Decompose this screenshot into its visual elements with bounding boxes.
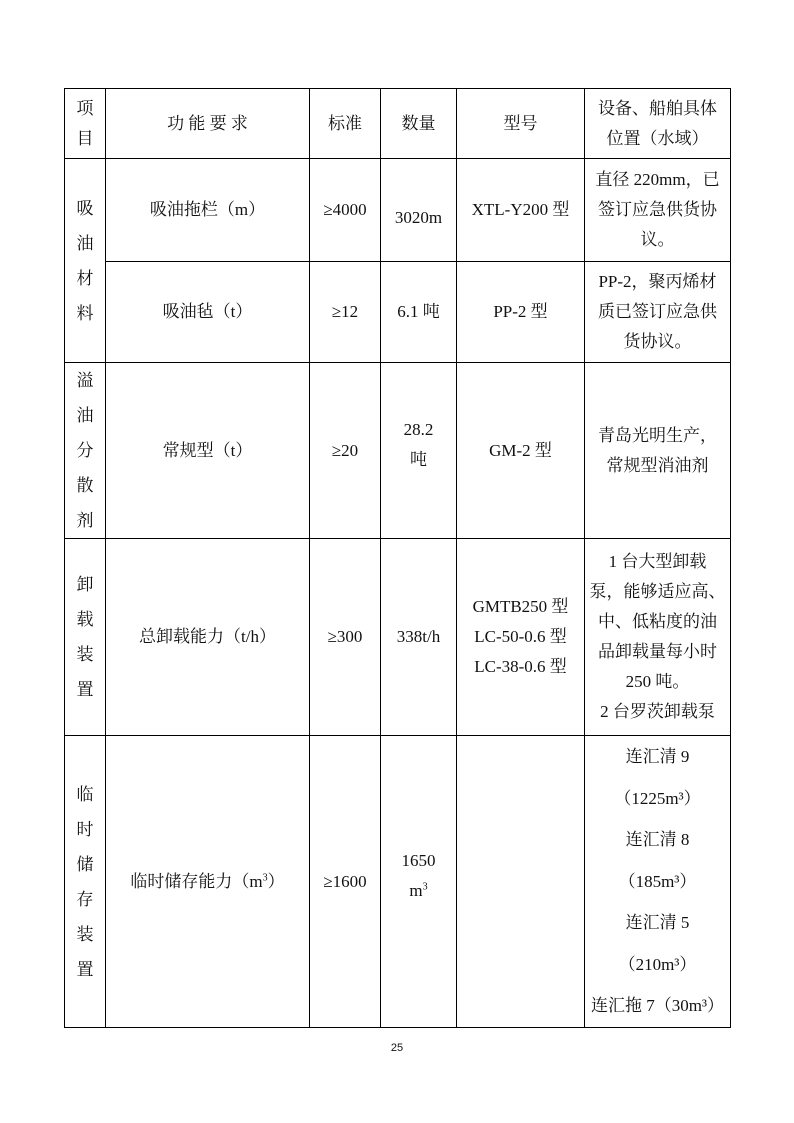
function-cell: 总卸载能力（t/h）	[106, 539, 310, 736]
function-cell: 临时储存能力$(m^3)$	[106, 736, 310, 1028]
standard-cell: ≥4000	[310, 159, 381, 262]
quantity-cell: 6.1 吨	[381, 262, 457, 363]
model-cell	[457, 736, 585, 1028]
standard-cell: ≥12	[310, 262, 381, 363]
header-function: 功 能 要 求	[106, 89, 310, 159]
location-cell: 直径 220mm，已 签订应急供货协 议。	[585, 159, 731, 262]
model-cell: XTL-Y200 型	[457, 159, 585, 262]
table-row	[65, 363, 731, 539]
location-cell: 连汇清 9 （1225m³） 连汇清 8 （185m³） 连汇清 5 （210m³） 连汇拖 7（30m³）	[585, 736, 731, 1028]
equipment-table	[64, 88, 731, 1028]
header-row	[65, 89, 731, 159]
standard-cell: ≥1600	[310, 736, 381, 1028]
table-row	[65, 539, 731, 736]
quantity-cell: 338t/h	[381, 539, 457, 736]
header-model: 型号	[457, 89, 585, 159]
category-unloading: 卸 载 装 置	[65, 539, 106, 736]
page-number: 25	[390, 1042, 404, 1054]
header-item: 项 目	[65, 89, 106, 159]
quantity-cell: 3020m	[381, 159, 457, 262]
category-absorbent: 吸 油 材 料	[65, 159, 106, 363]
header-location: 设备、船舶具体 位置（水域）	[585, 89, 731, 159]
category-dispersant: 溢 油 分 散 剂	[65, 363, 106, 539]
function-cell: 吸油毡（t）	[106, 262, 310, 363]
table-row	[65, 736, 731, 1028]
header-standard: 标准	[310, 89, 381, 159]
header-quantity: 数量	[381, 89, 457, 159]
model-cell: GMTB250 型 LC-50-0.6 型 LC-38-0.6 型	[457, 539, 585, 736]
standard-cell: ≥20	[310, 363, 381, 539]
table-row	[65, 262, 731, 363]
location-cell: 1 台大型卸载 泵，能够适应高、 中、低粘度的油 品卸载量每小时 250 吨。 2 台罗茨卸载泵	[585, 539, 731, 736]
quantity-cell: 28.2 吨	[381, 363, 457, 539]
location-cell: PP-2，聚丙烯材 质已签订应急供 货协议。	[585, 262, 731, 363]
table-row	[65, 159, 731, 262]
function-cell: 吸油拖栏（m）	[106, 159, 310, 262]
quantity-cell: 1650 $m^3$	[381, 736, 457, 1028]
category-storage: 临 时 储 存 装 置	[65, 736, 106, 1028]
location-cell: 青岛光明生产， 常规型消油剂	[585, 363, 731, 539]
function-cell: 常规型（t）	[106, 363, 310, 539]
model-cell: PP-2 型	[457, 262, 585, 363]
standard-cell: ≥300	[310, 539, 381, 736]
model-cell: GM-2 型	[457, 363, 585, 539]
